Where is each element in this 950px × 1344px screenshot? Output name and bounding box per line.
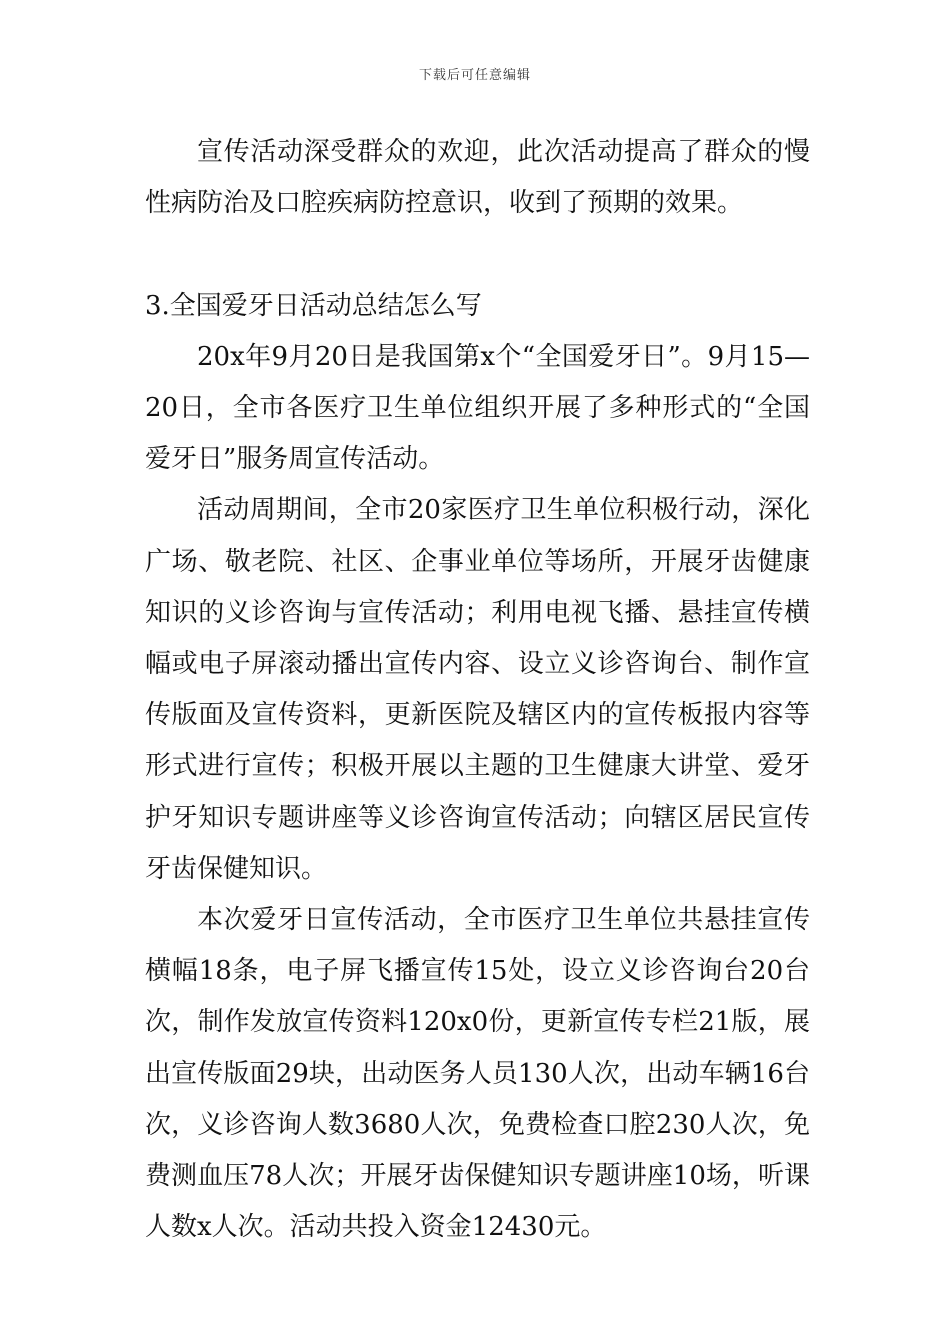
paragraph-date: 20x年9月20日是我国第x个“全国爱牙日”。9月15—20日，全市各医疗卫生单位组织开展了多种形式的“全国爱牙日”服务周宣传活动。 <box>145 341 810 475</box>
paragraph-gap <box>145 229 810 280</box>
section-heading: 3.全国爱牙日活动总结怎么写 <box>145 290 482 321</box>
paragraph-activities: 活动周期间，全市20家医疗卫生单位积极行动，深化广场、敬老院、社区、企事业单位等场所，开展牙齿健康知识的义诊咨询与宣传活动；利用电视飞播、悬挂宣传横幅或电子屏滚动播出宣传内容、设立义诊咨询台、制作宣传版面及宣传资料，更新医院及辖区内的宣传板报内容等形式进行宣传；积极开展以主题的卫生健康大讲堂、爱牙护牙知识专题讲座等义诊咨询宣传活动；向辖区居民宣传牙齿保健知识。 <box>145 495 810 884</box>
document-body <box>145 127 810 1253</box>
paragraph-intro: 宣传活动深受群众的欢迎，此次活动提高了群众的慢性病防治及口腔疾病防控意识，收到了预期的效果。 <box>145 137 810 219</box>
page-header: 下载后可任意编辑 <box>418 68 531 83</box>
paragraph-statistics: 本次爱牙日宣传活动，全市医疗卫生单位共悬挂宣传横幅18条，电子屏飞播宣传15处，设立义诊咨询台20台次，制作发放宣传资料120x0份，更新宣传专栏21版，展出宣传版面29块，出动医务人员130人次，出动车辆16台次，义诊咨询人数3680人次，免费检查口腔230人次，免费测血压78人次；开展牙齿保健知识专题讲座10场，听课人数x人次。活动共投入资金12430元。 <box>145 905 810 1243</box>
